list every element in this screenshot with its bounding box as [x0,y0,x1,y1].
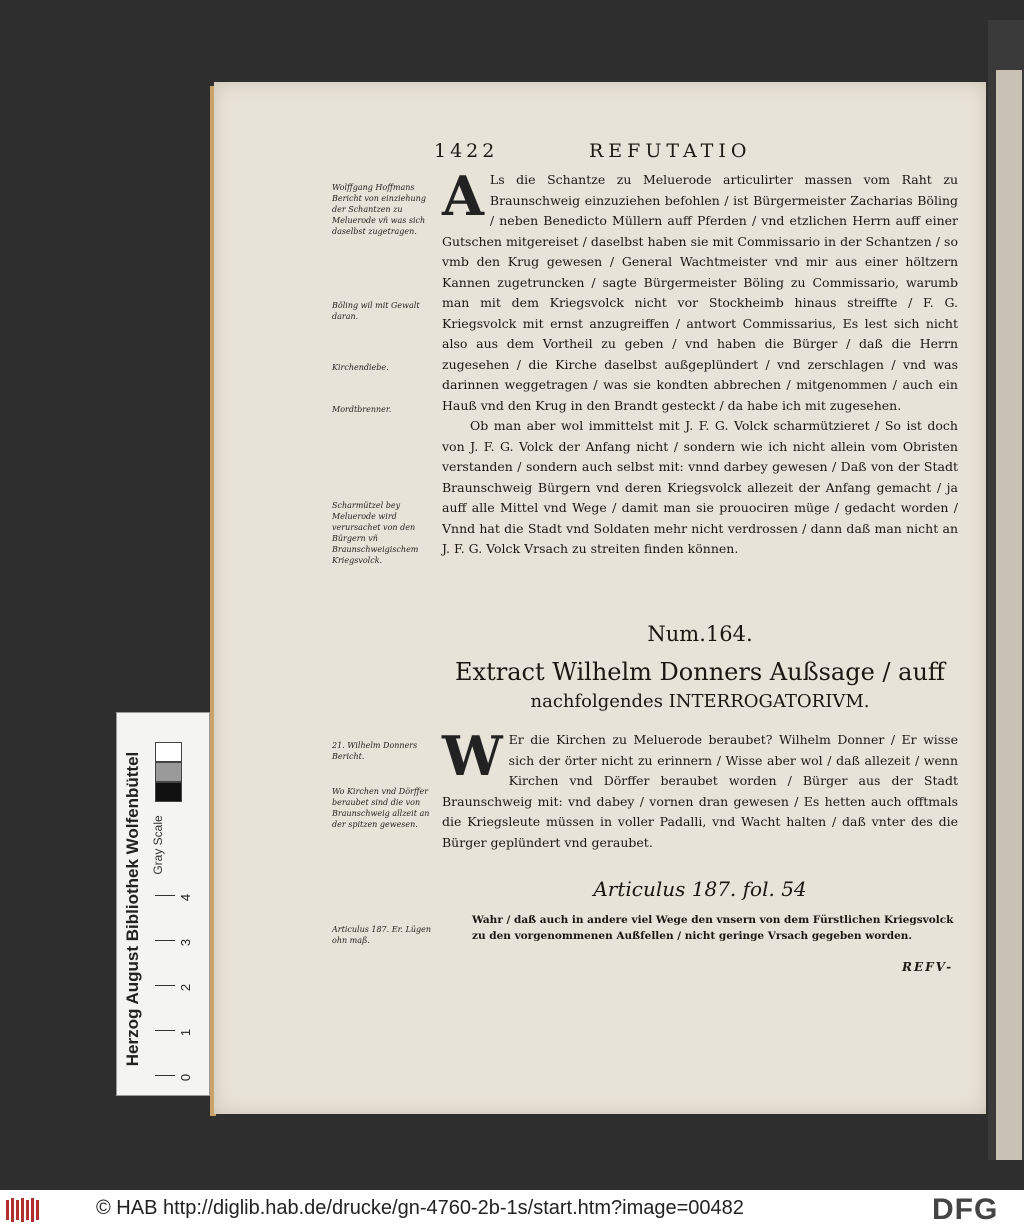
gray-swatch-white [155,742,182,762]
running-title: REFUTATIO [589,140,752,162]
ruler-num-4: 4 [178,893,194,902]
margin-note-3: Kirchendiebe. [332,363,389,372]
articulus-text: Wahr / daß auch in andere viel Wege den vnsern von dem Fürstlichen Kriegsvolck zu den vorgenommenen Außfellen / nicht geringe Vrsach gegeben worden. [472,914,954,942]
paragraph-3-body: Er die Kirchen zu Meluerode beraubet? Wilhelm Donner / Er wisse sich der örter nicht zu erinnern / Wisse aber wol / daß allezeit / wenn Kirchen vnd Dörffer beraubet worden / Bürger aus der Stadt Braunschweig mit: vnd dabey / vornen dran gewesen / Es hetten auch offtmals die Kriegsleute müssen in voller Padalli, vnd Wacht halten / daß vnter des die Bürger geplündert vnd geraubet. [442,732,958,850]
hab-logo-icon [6,1198,44,1222]
next-page-edge [988,20,1024,1160]
paragraph-3-text [442,724,958,853]
margin-note-6: 21. Wilhelm Donners Bericht. [332,741,418,761]
gray-scale-label: Gray Scale [151,815,165,875]
initial-letter-w: W [442,724,503,788]
margin-note-2: Böling wil mit Gewalt daran. [332,301,420,321]
paragraph-3 [442,724,958,853]
ruler-tick [155,1030,175,1031]
ruler-tick [155,1075,175,1076]
next-page-strip [996,70,1022,1160]
initial-letter-a: A [442,164,484,228]
ruler-tick [155,985,175,986]
footer-bar [0,1190,1024,1230]
dfg-logo: DFG [932,1193,999,1226]
gray-swatch-light [155,762,182,782]
num-heading: Num.164. [647,622,753,646]
catchword: REFV- [902,960,954,974]
page-number: 1422 [434,140,499,162]
paragraph-1-text [442,164,958,416]
ruler-numbers [178,880,202,1090]
margin-note-5: Scharmützel bey Meluerode wird verursachet von den Bürgern vñ Braunschweigischem Kriegsvolck. [332,501,419,565]
book-page [214,82,986,1114]
extract-heading-block [442,657,958,717]
paragraph-1-body: Ls die Schantze zu Meluerode articulirter massen vom Raht zu Braunschweig einzuziehen befohlen / ist Bürgermeister Zacharias Böling / neben Benedicto Müllern auff Pferden / vnd etzlichen Herrn auff einer Gutschen mitgereiset / daselbst haben sie mit Commissario in der Schantzen / so vmb den Krug gewesen / General Wachtmeister vnd mir aus einer höltzern Kannen zugetruncken / sagte Bürgermeister Böling zu Commissario, warumb man mit dem Kriegsvolck nicht vor Stockheimb hinaus streiffte / F. G. Kriegsvolck mit ernst anzugreiffen / antwort Commissarius, Es lest sich nicht also aus dem Vortheil zu geben / vnd haben die Bürger / daß die Herrn zugesehen / die Kirche daselbst außgeplündert / vnd zerschlagen / vnd was darinnen weggetragen / was sie kondten abbrechen / mitgenommen / auch ein Hauß vnd den Krug in den Brandt gesteckt / da habe ich mit zugesehen. [442,172,958,413]
ruler-num-1: 1 [178,1028,194,1037]
extract-heading: Extract Wilhelm Donners Außsage / auff [455,658,945,686]
ruler-num-3: 3 [178,938,194,947]
margin-note-7: Wo Kirchen vnd Dörffer beraubet sind die von Braunschweig allzeit an der spitzen gewesen. [332,787,430,829]
ruler-num-2: 2 [178,983,194,992]
paragraph-2: Ob man aber wol immittelst mit J. F. G. Volck scharmützieret / So ist doch von J. F. G. Volck der Anfang nicht / sondern wie ich nicht allein vom Obristen verstanden / sondern auch selbst mit: vnnd darbey gewesen / Daß von der Stadt Braunschweig Bürgern vnd deren Kriegsvolck allezeit der Anfang gemacht / ja auff alle Mittel vnd Wege / damit man sie prouociren müge / gedacht worden / Vnnd hat die Stadt vnd Soldaten mehr nicht verdrossen / dann daß man nicht an J. F. G. Volck Vrsach zu streiten finden können. [442,418,958,556]
ruler-tick [155,895,175,896]
library-label: Herzog August Bibliothek Wolfenbüttel [123,751,142,1067]
gray-swatch-dark [155,782,182,802]
margin-note-4: Mordtbrenner. [332,405,392,414]
extract-subheading: nachfolgendes INTERROGATORIVM. [530,691,870,712]
articulus-heading: Articulus 187. fol. 54 [593,877,807,901]
ruler-tick [155,940,175,941]
paragraph-1 [442,164,958,560]
ruler-num-0: 0 [178,1073,194,1082]
source-url-link[interactable]: © HAB http://diglib.hab.de/drucke/gn-4760-2b-1s/start.htm?image=00482 [96,1197,744,1219]
margin-note-1: Wolffgang Hoffmans Bericht von einziehung der Schantzen zu Meluerode vñ was sich daselbst zugetragen. [332,183,426,236]
margin-note-8: Articulus 187. Er. Lügen ohn maß. [332,925,432,945]
